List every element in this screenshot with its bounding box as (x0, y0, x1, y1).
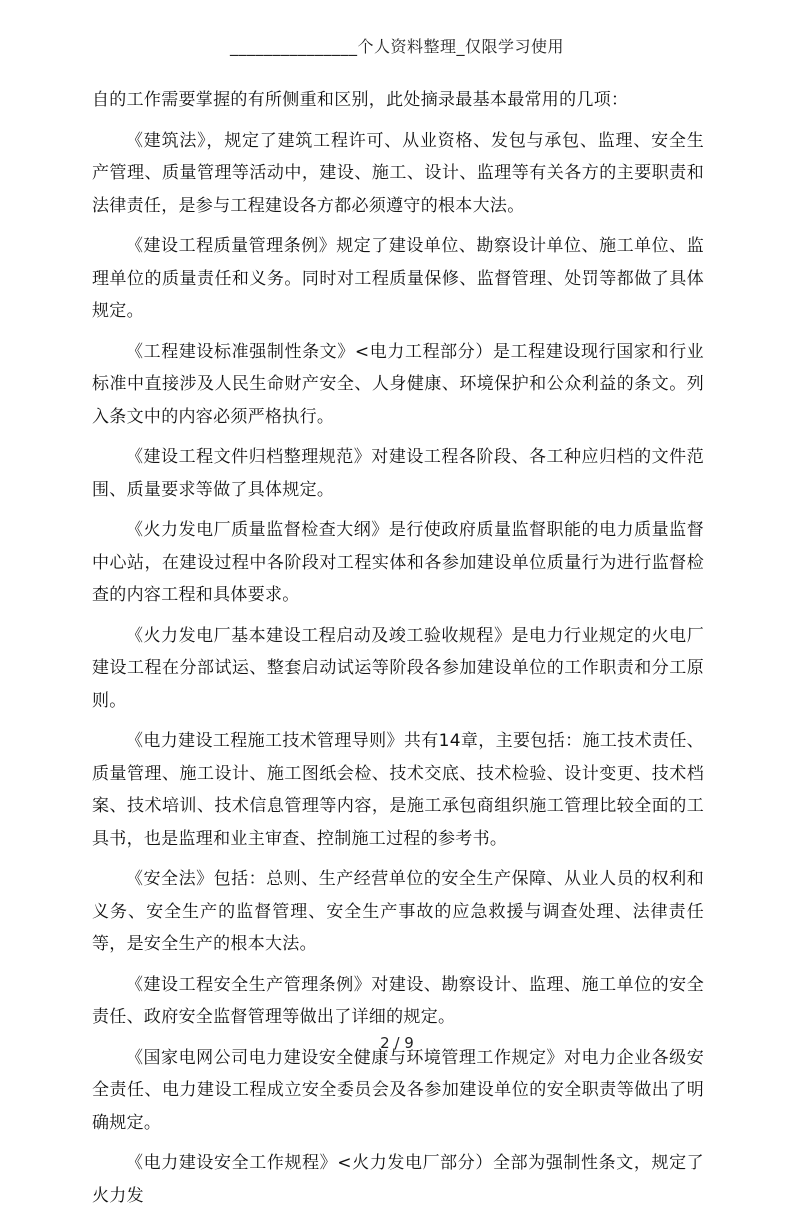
paragraph: 《安全法》包括：总则、生产经营单位的安全生产保障、从业人员的权利和义务、安全生产的监督管理、安全生产事故的应急救援与调查处理、法律责任等，是安全生产的根本大法。 (92, 869, 704, 954)
paragraph: 《火力发电厂基本建设工程启动及竣工验收规程》是电力行业规定的火电厂建设工程在分部试运、整套启动试运等阶段各参加建设单位的工作职责和分工原则。 (92, 625, 704, 711)
paragraph: 《火力发电厂质量监督检查大纲》是行使政府质量监督职能的电力质量监督中心站，在建设过程中各阶段对工程实体和各参加建设单位质量行为进行监督检查的内容工程和具体要求。 (92, 520, 704, 605)
page-header: _______________个人资料整理_仅限学习使用 (229, 37, 564, 56)
paragraph: 《工程建设标准强制性条文》<电力工程部分）是工程建设现行国家和行业标准中直接涉及人民生命财产安全、人身健康、环境保护和公众利益的条文。列入条文中的内容必须严格执行。 (92, 341, 704, 427)
paragraph: 自的工作需要掌握的有所侧重和区别，此处摘录最基本最常用的几项： (92, 90, 629, 110)
paragraph: 《电力建设工程施工技术管理导则》共有14章，主要包括：施工技术责任、质量管理、施工设计、施工图纸会检、技术交底、技术检验、设计变更、技术档案、技术培训、技术信息管理等内容，是施工承包商组织施工管理比较全面的工具书，也是监理和业主审查、控制施工过程的参考书。 (92, 731, 704, 849)
paragraph: 《建筑法》，规定了建筑工程许可、从业资格、发包与承包、监理、安全生产管理、质量管理等活动中，建设、施工、设计、监理等有关各方的主要职责和法律责任，是参与工程建设各方都必须遵守的根本大法。 (92, 130, 704, 216)
paragraph: 《建设工程安全生产管理条例》对建设、勘察设计、监理、施工单位的安全责任、政府安全监督管理等做出了详细的规定。 (92, 974, 704, 1027)
paragraph: 《建设工程质量管理条例》规定了建设单位、勘察设计单位、施工单位、监理单位的质量责任和义务。同时对工程质量保修、监督管理、处罚等都做了具体规定。 (92, 236, 704, 321)
page-number: 2 / 9 (380, 1034, 414, 1052)
paragraph: 《建设工程文件归档整理规范》对建设工程各阶段、各工种应归档的文件范围、质量要求等做了具体规定。 (92, 447, 704, 500)
paragraph: 《国家电网公司电力建设安全健康与环境管理工作规定》对电力企业各级安全责任、电力建设工程成立安全委员会及各参加建设单位的安全职责等做出了明确规定。 (92, 1047, 704, 1133)
paragraph: 《电力建设安全工作规程》<火力发电厂部分）全部为强制性条文，规定了火力发 (92, 1153, 704, 1206)
